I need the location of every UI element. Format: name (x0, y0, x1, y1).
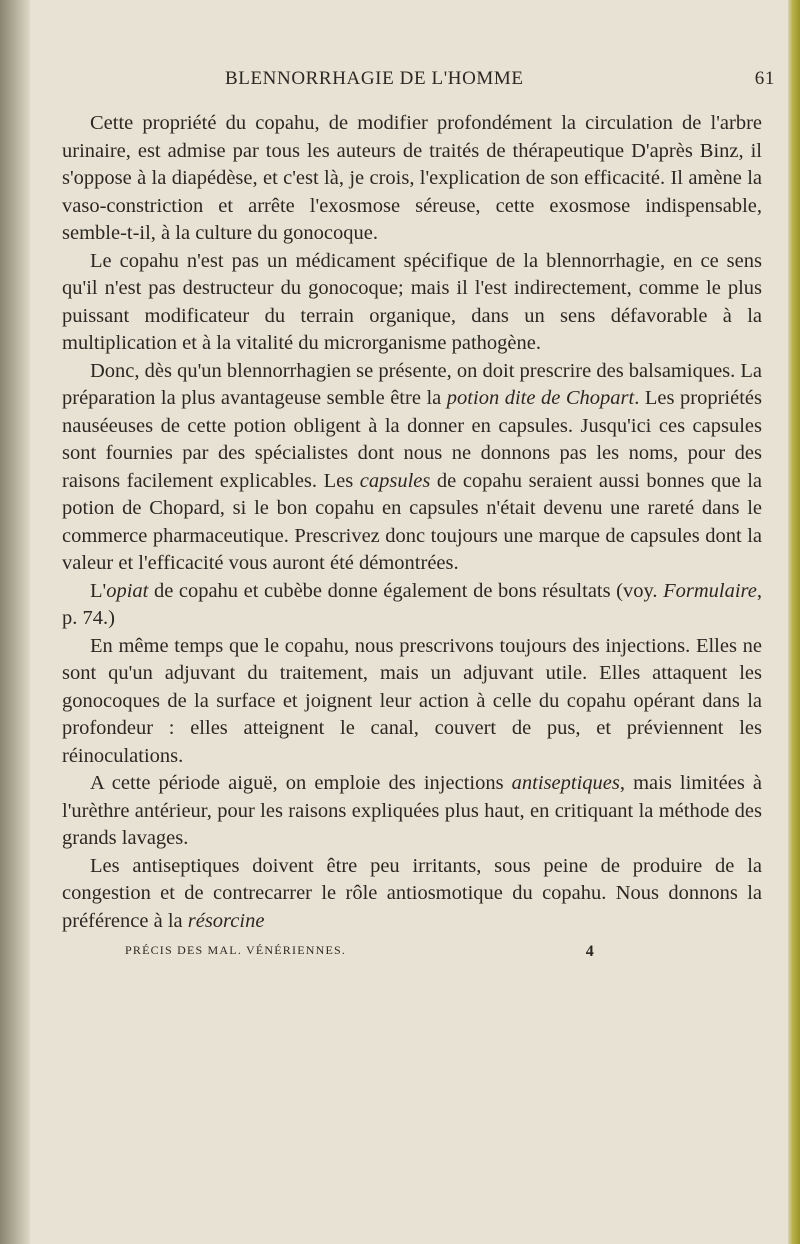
text-run: Les antiseptiques doivent être peu irritants, sous peine de produire de la congestion et de contrecarrer le rôle antiosmotique du copahu. Nous donnons la préférence à la (62, 854, 762, 932)
text-run: , p. 74.) (62, 579, 762, 629)
paragraph (62, 770, 762, 853)
text-run: , mais limitées à l'urèthre antérieur, pour les raisons expliquées plus haut, en critiquant la méthode des grands lavages. (62, 772, 762, 849)
text-run: Le copahu n'est pas un médicament spécifique de la blennorrhagie, en ce sens qu'il n'est pas destructeur du gonocoque; mais il l'est indirectement, comme le plus puissant modificateur du terrain organique, dans un sens défavorable à la multiplication et à la vitalité du microrganisme pathogène. (62, 249, 762, 354)
italic-run: potion dite de Chopart (446, 387, 635, 409)
italic-run: capsules (359, 469, 431, 492)
text-run: En même temps que le copahu, nous prescrivons toujours des injections. Elles ne sont qu'un adjuvant du traitement, mais un adjuvant utile. Elles attaquent les gonocoques de la surface et joignent leur action à celle du copahu opérant dans la profondeur : elles atteignent le canal, couvert de pus, et préviennent les réinoculations. (62, 634, 762, 767)
paragraph (62, 578, 762, 633)
text-run: de copahu et cubèbe donne également de bons résultats (voy. (148, 579, 664, 602)
signature-mark: 4 (585, 943, 595, 960)
paragraph (62, 248, 762, 358)
running-header (50, 68, 775, 90)
paragraph (62, 633, 762, 771)
running-title: BLENNORRHAGIE DE L'HOMME (225, 68, 524, 89)
italic-run: Formulaire (663, 579, 757, 602)
italic-run: opiat (106, 579, 149, 602)
text-run: . Les propriétés nauséeuses de cette potion obligent à la donner en capsules. Jusqu'ici ces capsules sont fournies par des spécialistes dont nous ne donnons pas les noms, pour des raisons facilement explicables. Les (62, 387, 762, 492)
book-binding-shadow (0, 0, 30, 1244)
book-page (50, 68, 775, 961)
paragraph (62, 853, 762, 936)
footer-imprint: PRÉCIS DES MAL. VÉNÉRIENNES. (125, 943, 347, 957)
text-run: A cette période aiguë, on emploie des injections (90, 772, 512, 794)
page-edge (788, 0, 800, 1244)
printer-footer (125, 943, 595, 961)
text-run: L' (90, 579, 107, 602)
paragraph (62, 358, 762, 578)
text-run: Donc, dès qu'un blennorrhagien se présente, on doit prescrire des balsamiques. La préparation la plus avantageuse semble être la (62, 359, 763, 409)
italic-run: antiseptiques (511, 772, 620, 794)
text-run: Cette propriété du copahu, de modifier profondément la circulation de l'arbre urinaire, est admise par tous les auteurs de traités de thérapeutique D'après Binz, il s'oppose à la diapédèse, et c'est là, je crois, l'explication de son efficacité. Il amène la vaso-constriction et arrête l'exosmose séreuse, cette exosmose indispensable, semble-t-il, à la culture du gonocoque. (62, 112, 762, 244)
text-run: de copahu seraient aussi bonnes que la potion de Chopard, si le bon copahu en capsules n'était devenu une rareté dans le commerce pharmaceutique. Prescrivez donc toujours une marque de capsules dont la valeur et l'efficacité vous auront été démontrées. (62, 469, 763, 574)
italic-run: résorcine (187, 909, 265, 932)
paragraph (62, 110, 762, 248)
body-text (62, 110, 762, 935)
page-number: 61 (754, 68, 775, 89)
